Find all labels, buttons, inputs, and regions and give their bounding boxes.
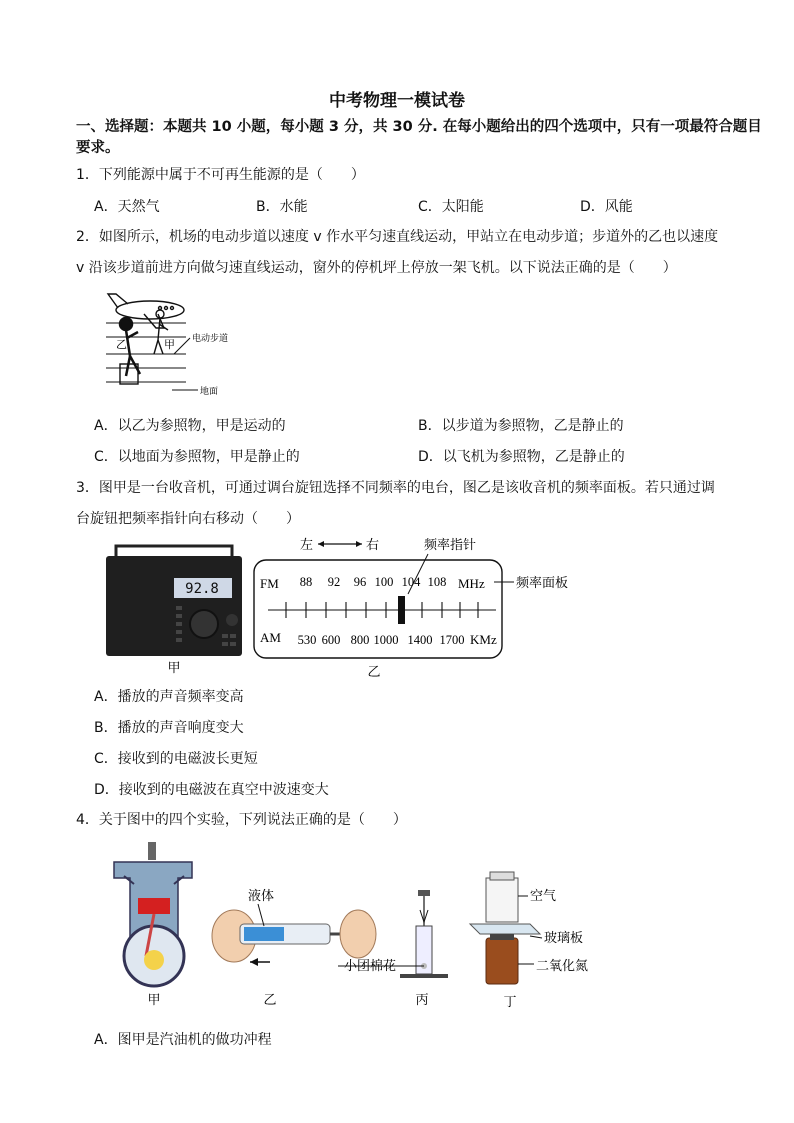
am-tick-1700: 1700 [439,633,465,647]
label-kmz: KMz [470,632,497,647]
q1-option-d[interactable]: D．风能 [580,199,633,215]
question-3-stem-line1: 3．图甲是一台收音机，可通过调台旋钮选择不同频率的电台，图乙是该收音机的频率面板。若只通过调 [76,480,715,496]
label-panel: 频率面板 [516,576,569,591]
question-2-stem-line2: v 沿该步道前进方向做匀速直线运动，窗外的停机坪上停放一架飞机。以下说法正确的是（ ） [76,260,677,276]
fm-tick-92: 92 [327,575,341,589]
question-1-stem: 1．下列能源中属于不可再生能源的是（ ） [76,167,365,183]
frequency-pointer [398,596,405,624]
label-left: 左 [300,538,314,553]
q2-option-c[interactable]: C．以地面为参照物，甲是静止的 [94,449,300,465]
fm-tick-88: 88 [299,575,313,589]
question-3-stem-line2: 台旋钮把频率指针向右移动（ ） [76,511,300,527]
walkway-figure [100,286,250,406]
am-tick-600: 600 [321,633,341,647]
fig-label-ground: 地面 [200,387,219,397]
label-mhz: MHz [458,576,485,591]
am-tick-1000: 1000 [373,633,399,647]
q2-option-a[interactable]: A．以乙为参照物，甲是运动的 [94,418,286,434]
experiments-figure [100,838,600,1013]
label-no2: 二氧化氮 [536,959,589,974]
q1-option-c[interactable]: C．太阳能 [418,199,484,215]
label-pointer: 频率指针 [424,538,477,553]
label-cotton: 小团棉花 [344,959,397,974]
q3-option-a[interactable]: A．播放的声音频率变高 [94,689,244,705]
q4-option-a[interactable]: A．图甲是汽油机的做功冲程 [94,1032,272,1048]
q3-option-c[interactable]: C．接收到的电磁波长更短 [94,751,258,767]
label-am: AM [260,630,281,645]
label-glass: 玻璃板 [544,931,584,946]
am-tick-800: 800 [350,633,370,647]
caption-bing: 丙 [415,993,429,1008]
fm-tick-100: 100 [374,575,394,589]
q2-option-b[interactable]: B．以步道为参照物，乙是静止的 [418,418,624,434]
fm-tick-104: 104 [401,575,421,589]
caption-yi: 乙 [263,993,277,1008]
fm-tick-96: 96 [353,575,367,589]
fig-label-yi: 乙 [116,338,127,351]
page-title: 中考物理一模试卷 [329,91,465,111]
label-right: 右 [366,538,380,553]
label-air: 空气 [530,889,557,904]
label-liquid: 液体 [248,889,275,904]
frequency-panel-figure [250,534,580,680]
radio-body [106,556,242,656]
q1-option-b[interactable]: B．水能 [256,199,308,215]
q1-option-a[interactable]: A．天然气 [94,199,160,215]
compression-cylinder-icon [400,890,448,978]
q3-option-b[interactable]: B．播放的声音响度变大 [94,720,244,736]
syringe-hands-icon [212,910,376,966]
fig-label-walkway: 电动步道 [192,334,229,344]
question-2-stem-line1: 2．如图所示，机场的电动步道以速度 v 作水平匀速直线运动，甲站立在电动步道；步道外的乙也以速度 [76,229,719,245]
fig-label-jia: 甲 [164,338,175,351]
label-fm: FM [260,576,279,591]
section-heading: 一、选择题：本题共 10 小题，每小题 3 分，共 30 分. 在每小题给出的四个选项中，只有一项最符合题目要求。 [76,119,762,156]
fm-tick-108: 108 [427,575,447,589]
radio-caption-jia: 甲 [167,661,181,676]
q3-option-d[interactable]: D．接收到的电磁波在真空中波速变大 [94,782,329,798]
am-tick-530: 530 [297,633,317,647]
engine-icon [114,842,192,986]
radio-display-value: 92.8 [185,581,219,597]
radio-figure [104,540,244,676]
caption-jia: 甲 [147,993,161,1008]
question-4-stem: 4．关于图中的四个实验，下列说法正确的是（ ） [76,812,407,828]
tuning-knob-icon [190,610,218,638]
caption-ding: 丁 [503,995,517,1010]
panel-caption-yi: 乙 [367,665,381,680]
q2-option-d[interactable]: D．以飞机为参照物，乙是静止的 [418,449,625,465]
am-tick-1400: 1400 [407,633,433,647]
